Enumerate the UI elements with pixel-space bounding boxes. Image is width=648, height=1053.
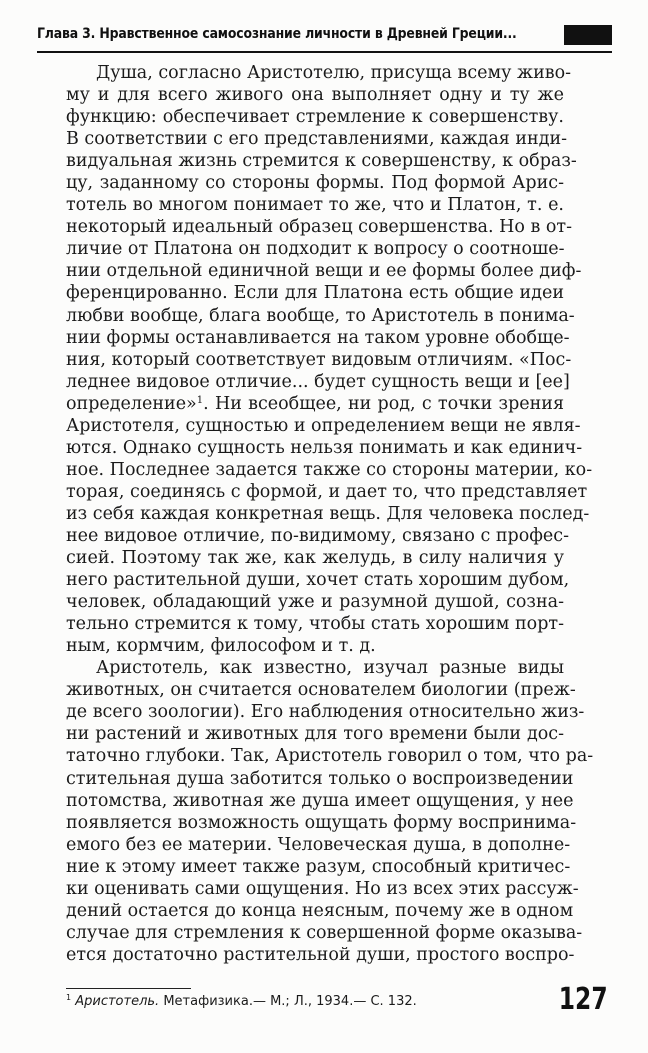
footnote-author: Аристотель. bbox=[75, 994, 160, 1009]
text-line bbox=[66, 834, 571, 856]
text-line bbox=[66, 84, 564, 106]
text-line bbox=[66, 150, 577, 172]
line-text: В соответствии с его представлениями, каждая инди- bbox=[66, 129, 568, 150]
text-line bbox=[66, 701, 585, 723]
text-line bbox=[66, 459, 593, 481]
text-line bbox=[66, 547, 564, 569]
body-text bbox=[66, 62, 594, 966]
text-line bbox=[66, 282, 564, 304]
text-line bbox=[66, 349, 572, 371]
text-line bbox=[66, 878, 579, 900]
line-text: ются. Однако сущность нельзя понимать и как единич- bbox=[66, 437, 583, 458]
text-line bbox=[66, 525, 570, 547]
text-line bbox=[66, 723, 564, 745]
line-text: потомства, животная же душа имеет ощущения, у нее bbox=[66, 790, 574, 811]
footnote-rule bbox=[66, 988, 191, 989]
line-text: функцию: обеспечивает стремление к совершенству. bbox=[66, 107, 564, 128]
line-text: ется достаточно растительной души, простого воспро- bbox=[66, 944, 575, 965]
line-text: Аристотеля, сущностью и определением вещи не явля- bbox=[66, 415, 581, 436]
line-text: животных, он считается основателем биологии (преж- bbox=[66, 680, 576, 701]
line-text: случае для стремления к совершенной форме оказыва- bbox=[66, 922, 583, 943]
line-text: нии формы останавливается на таком уровне обобще- bbox=[66, 327, 570, 348]
line-text: торая, соединясь с формой, и дает то, что представляет bbox=[66, 481, 588, 502]
line-text: тотель во многом понимает то же, что и Платон, т. е. bbox=[66, 195, 564, 216]
line-text: де всего зоологии). Его наблюдения относительно жиз- bbox=[66, 702, 585, 723]
line-text: видуальная жизнь стремится к совершенству, к образ- bbox=[66, 151, 577, 172]
line-text: ни растений и животных для того времени были дос- bbox=[66, 724, 564, 745]
line-text: емого без ее материи. Человеческая душа, в дополне- bbox=[66, 834, 571, 855]
text-line bbox=[66, 613, 564, 635]
text-line bbox=[66, 128, 568, 150]
line-text-continued: . Ни всеобщее, ни род, с точки зрения bbox=[203, 393, 564, 414]
line-text: сией. Поэтому так же, как желудь, в силу наличия у bbox=[66, 548, 564, 569]
line-text: ния, который соответствует видовым отличиям. «Пос- bbox=[66, 349, 572, 370]
line-text: му и для всего живого она выполняет одну и ту же bbox=[66, 85, 564, 106]
text-line bbox=[66, 62, 572, 84]
line-text: тельно стремится к тому, чтобы стать хорошим порт- bbox=[66, 614, 564, 635]
line-text: определение» bbox=[66, 393, 197, 414]
text-line bbox=[66, 635, 564, 657]
text-line bbox=[66, 327, 570, 349]
text-line bbox=[66, 679, 576, 701]
text-line bbox=[66, 437, 583, 459]
line-text: появляется возможность ощущать форму воспринима- bbox=[66, 812, 577, 833]
footnote-reference: 1 bbox=[196, 394, 204, 406]
text-line bbox=[66, 260, 582, 282]
page-number: 127 bbox=[559, 982, 608, 1017]
text-line bbox=[66, 216, 573, 238]
running-title: Глава 3. Нравственное самосознание личности в Древней Греции... bbox=[37, 26, 517, 42]
line-text: ным, кормчим, философом и т. д. bbox=[66, 636, 376, 657]
text-line bbox=[66, 790, 574, 812]
text-line bbox=[66, 745, 594, 767]
line-text: ное. Последнее задается также со стороны материи, ко- bbox=[66, 459, 593, 480]
text-line bbox=[66, 768, 574, 790]
line-text: некоторый идеальный образец совершенства. Но в от- bbox=[66, 217, 573, 238]
line-text: Душа, согласно Аристотелю, присуща всему живо- bbox=[96, 63, 572, 83]
header-black-bar bbox=[564, 25, 612, 45]
line-text: ки оценивать сами ощущения. Но из всех этих рассуж- bbox=[66, 878, 579, 899]
line-text: из себя каждая конкретная вещь. Для человека послед- bbox=[66, 503, 590, 524]
footnote-marker: 1 bbox=[66, 993, 72, 1002]
text-line bbox=[66, 591, 564, 613]
text-line bbox=[66, 812, 577, 834]
line-text: таточно глубоки. Так, Аристотель говорил о том, что ра- bbox=[66, 746, 594, 767]
line-text: личие от Платона он подходит к вопросу о соотноше- bbox=[66, 239, 565, 260]
text-line bbox=[66, 856, 571, 878]
line-text: ние к этому имеет также разум, способный критичес- bbox=[66, 856, 571, 877]
text-line bbox=[66, 238, 564, 260]
line-text: нии отдельной единичной вещи и ее формы более диф- bbox=[66, 261, 582, 282]
text-line bbox=[66, 172, 564, 194]
running-header bbox=[37, 21, 612, 53]
line-text: нее видовое отличие, по-видимому, связано с профес- bbox=[66, 525, 570, 546]
line-text: стительная душа заботится только о воспроизведении bbox=[66, 768, 574, 789]
text-line bbox=[66, 393, 564, 415]
text-line bbox=[66, 569, 570, 591]
text-line bbox=[66, 944, 575, 966]
line-text: человек, обладающий уже и разумной душой, созна- bbox=[66, 592, 564, 613]
line-text: леднее видовое отличие... будет сущность вещи и [ее] bbox=[66, 371, 570, 392]
text-line bbox=[66, 106, 564, 128]
line-text: Аристотель, как известно, изучал разные виды bbox=[96, 658, 564, 679]
text-line bbox=[66, 415, 581, 437]
line-text: любви вообще, блага вообще, то Аристотель в понима- bbox=[66, 305, 575, 326]
text-line bbox=[66, 503, 590, 525]
line-text: цу, заданному со стороны формы. Под формой Арис- bbox=[66, 173, 564, 194]
text-line bbox=[66, 305, 575, 327]
line-text: дений остается до конца неясным, почему же в одном bbox=[66, 900, 574, 921]
text-line bbox=[66, 922, 583, 944]
footnote bbox=[66, 993, 417, 1011]
text-line bbox=[66, 657, 564, 679]
line-text: ференцированно. Если для Платона есть общие идеи bbox=[66, 283, 564, 304]
line-text: него растительной души, хочет стать хорошим дубом, bbox=[66, 570, 570, 591]
text-line bbox=[66, 900, 574, 922]
text-line bbox=[66, 481, 588, 503]
text-line bbox=[66, 194, 564, 216]
footnote-text: Метафизика.— М.; Л., 1934.— С. 132. bbox=[159, 994, 417, 1009]
text-line bbox=[66, 371, 570, 393]
